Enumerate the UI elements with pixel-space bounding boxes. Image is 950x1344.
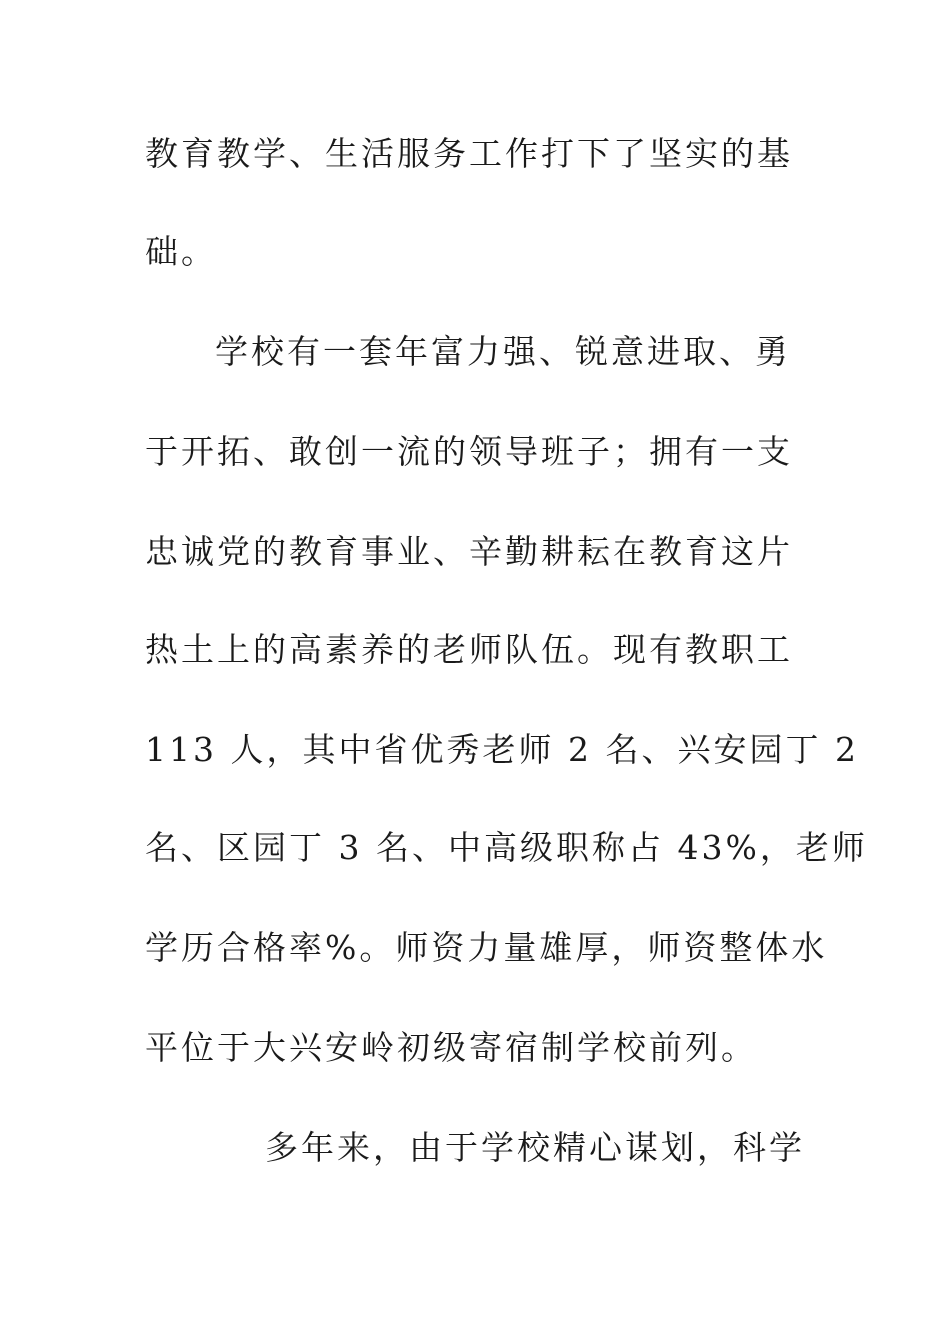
paragraph-line: 于开拓、敢创一流的领导班子；拥有一支 <box>145 432 793 471</box>
paragraph-line: 忠诚党的教育事业、辛勤耕耘在教育这片 <box>145 532 793 571</box>
paragraph-line-indented: 多年来，由于学校精心谋划，科学 <box>265 1128 805 1167</box>
paragraph-line: 113 人，其中省优秀老师 2 名、兴安园丁 2 <box>145 730 859 769</box>
paragraph-line: 础。 <box>145 232 217 271</box>
paragraph-line: 平位于大兴安岭初级寄宿制学校前列。 <box>145 1028 757 1067</box>
paragraph-line: 学历合格率%。师资力量雄厚，师资整体水 <box>145 928 828 967</box>
paragraph-line: 名、区园丁 3 名、中高级职称占 43%，老师 <box>145 828 868 867</box>
paragraph-line: 热土上的高素养的老师队伍。现有教职工 <box>145 630 793 669</box>
paragraph-line: 教育教学、生活服务工作打下了坚实的基 <box>145 134 793 173</box>
paragraph-line-indented: 学校有一套年富力强、锐意进取、勇 <box>215 332 791 371</box>
